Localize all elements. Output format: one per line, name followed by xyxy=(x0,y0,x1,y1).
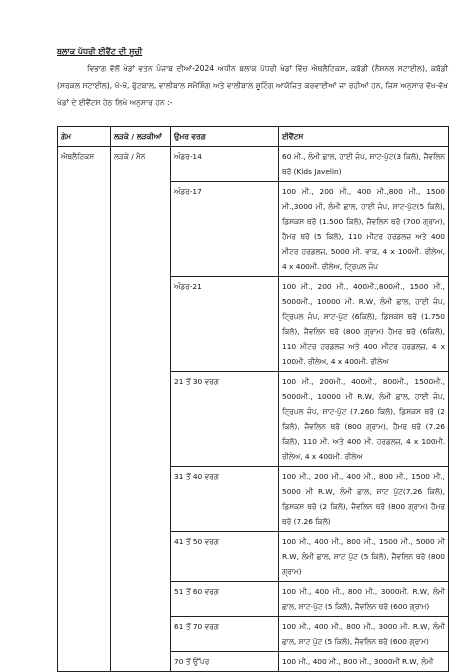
age-cell: 61 ਤੋਂ 70 ਵਰਗ xyxy=(171,617,279,652)
age-cell: ਅੰਡਰ-21 xyxy=(171,277,279,372)
events-cell: 100 ਮੀ., 400 ਮੀ., 800 ਮੀ., 3000 ਮੀ. R.W, ਲੰਮੀ ਛਾਲ, ਸ਼ਾਟ ਪੁੱਟ (5 ਕਿਲੋ), ਜੈਵਲਿਨ ਥਰੋ (600 ਗ੍ਰਾਮ) xyxy=(279,617,449,652)
document-heading: ਬਲਾਕ ਪੱਧਰੀ ਈਵੈਂਟ ਦੀ ਸੂਚੀ xyxy=(57,47,143,56)
age-cell: ਅੰਡਰ-14 xyxy=(171,147,279,182)
age-cell: ਅੰਡਰ-17 xyxy=(171,182,279,277)
events-cell: 100 ਮੀ., 400 ਮੀ., 800 ਮੀ., 3000ਮੀ. R.W, ਲੰਮੀ ਛਾਲ, ਸ਼ਾਟ-ਪੁੱਟ (5 ਕਿਲੋ), ਜੈਵਲਿਨ ਥਰੋ (600 ਗ੍ਰਾਮ) xyxy=(279,582,449,617)
events-cell: 100 ਮੀ., 400 ਮੀ., 800 ਮੀ., 3000ਮੀ R.W, ਲੰਮੀ xyxy=(279,652,449,672)
events-cell: 60 ਮੀ., ਲੰਮੀ ਛਾਲ, ਹਾਈ ਜੰਪ, ਸ਼ਾਟ-ਪੁੱਟ(3 ਕਿਲੋ), ਜੈਵਲਿਨ ਥਰੋ (Kids Javelin) xyxy=(279,147,449,182)
events-cell: 100 ਮੀ., 400 ਮੀ., 800 ਮੀ., 1500 ਮੀ., 5000 ਮੀ R.W, ਲੰਮੀ ਛਾਲ, ਸ਼ਾਟ ਪੁੱਟ (5 ਕਿਲੋ), ਜੈਵਲਿਨ ਥਰੋ (800 ਗ੍ਰਾਮ) xyxy=(279,532,449,582)
table-header-row xyxy=(58,127,449,147)
table-row xyxy=(58,147,449,182)
events-table xyxy=(57,126,449,672)
header-game: ਗੇਮ xyxy=(58,127,111,147)
age-cell: 70 ਤੋਂ ਉੱਪਰ xyxy=(171,652,279,672)
age-cell: 51 ਤੋਂ 60 ਵਰਗ xyxy=(171,582,279,617)
age-cell: 21 ਤੋਂ 30 ਵਰਗ xyxy=(171,372,279,467)
gender-cell: ਲੜਕੇ / ਮੈਨ xyxy=(111,147,171,672)
events-cell: 100 ਮੀ., 200 ਮੀ., 400 ਮੀ., 800 ਮੀ., 1500 ਮੀ., 5000 ਮੀ R.W, ਲੰਮੀ ਛਾਲ, ਸ਼ਾਟ ਪੁੱਟ(7.26 ਕਿਲੋ), ਡਿਸਕਸ ਥਰੋ (2 ਕਿਲੋ), ਜੈਵਲਿਨ ਥਰੋ (800 ਗ੍ਰਾਮ) ਹੈਮਰ ਥਰੋ (7.26 ਕਿਲੋ) xyxy=(279,467,449,532)
events-cell: 100 ਮੀ., 200 ਮੀ., 400 ਮੀ.,800 ਮੀ., 1500 ਮੀ.,3000 ਮੀ, ਲੰਮੀ ਛਾਲ, ਹਾਈ ਜੰਪ, ਸ਼ਾਟ-ਪੁੱਟ(5 ਕਿਲੋ), ਡਿਸਕਸ ਥਰੋ (1.500 ਕਿਲੋ), ਜੈਵਲਿਨ ਥਰੋ (700 ਗ੍ਰਾਮ), ਹੈਮਰ ਥਰੋ (5 ਕਿਲੋ), 110 ਮੀਟਰ ਹਰਡਲਜ਼ ਅਤੇ 400 ਮੀਟਰ ਹਰਡਲਜ਼, 5000 ਮੀ. ਵਾਕ, 4 x 100ਮੀ. ਰੀਲੇਅ, 4 x 400ਮੀ. ਰੀਲੇਅ, ਟ੍ਰਿਪਲ ਜੰਪ xyxy=(279,182,449,277)
events-cell: 100 ਮੀ., 200ਮੀ., 400ਮੀ., 800ਮੀ., 1500ਮੀ., 5000ਮੀ., 10000 ਮੀ R.W, ਲੰਮੀ ਛਾਲ, ਹਾਈ ਜੰਪ, ਟ੍ਰਿਪਲ ਜੰਪ, ਸ਼ਾਟ-ਪੁੱਟ (7.260 ਕਿਲੋ), ਡਿਸਕਸ ਥਰੋ (2 ਕਿਲੋ), ਜੈਵਲਿਨ ਥਰੋ (800 ਗ੍ਰਾਮ), ਹੈਮਰ ਥਰੋ (7.26 ਕਿਲੋ), 110 ਮੀ. ਅਤੇ 400 ਮੀ. ਹਰਡਲਜ਼, 4 x 100ਮੀ. ਰੀਲੇਅ, 4 x 400ਮੀ. ਰੀਲੇਅ xyxy=(279,372,449,467)
header-events: ਈਵੈਂਟਸ xyxy=(279,127,449,147)
header-gender: ਲੜਕੇ / ਲੜਕੀਆਂ xyxy=(111,127,171,147)
intro-paragraph xyxy=(57,60,448,111)
age-cell: 31 ਤੋਂ 40 ਵਰਗ xyxy=(171,467,279,532)
events-cell: 100 ਮੀ., 200 ਮੀ., 400ਮੀ.,800ਮੀ., 1500 ਮੀ., 5000ਮੀ., 10000 ਮੀ. R.W, ਲੰਮੀ ਛਾਲ, ਹਾਈ ਜੰਪ, ਟ੍ਰਿਪਲ ਜੰਪ, ਸ਼ਾਟ-ਪੁੱਟ (6ਕਿਲੋ), ਡਿਸਕਸ ਥਰੋ (1.750 ਕਿਲੋ), ਜੈਵਲਿਨ ਥਰੋ (800 ਗ੍ਰਾਮ) ਹੈਮਰ ਥਰੋ (6ਕਿਲੋ), 110 ਮੀਟਰ ਹਰਡਲਜ਼ ਅਤੇ 400 ਮੀਟਰ ਹਰਡਲਜ਼, 4 x 100ਮੀ. ਰੀਲੇਅ, 4 x 400ਮੀ. ਰੀਲੇਅ xyxy=(279,277,449,372)
game-cell: ਐਥਲੈਟਿਕਸ xyxy=(58,147,111,672)
age-cell: 41 ਤੋਂ 50 ਵਰਗ xyxy=(171,532,279,582)
intro-text: ਵਿਭਾਗ ਵੱਲੋਂ ਖੇਡਾਂ ਵਤਨ ਪੰਜਾਬ ਦੀਆਂ-2024 ਅਧੀਨ ਬਲਾਕ ਪੱਧਰੀ ਖੇਡਾਂ ਵਿੱਚ ਐਥਲੈਟਿਕਸ, ਕਬੱਡੀ (ਨੈਸ਼ਨਲ ਸਟਾਈਲ), ਕਬੱਡੀ (ਸਰਕਲ ਸਟਾਈਲ), ਖੋ-ਖੋ, ਫੁੱਟਬਾਲ, ਵਾਲੀਬਾਲ ਸਮੈਸ਼ਿੰਗ ਅਤੇ ਵਾਲੀਬਾਲ ਸ਼ੂਟਿੰਗ ਆਯੋਜਿਤ ਕਰਵਾਈਆਂ ਜਾ ਰਹੀਆਂ ਹਨ, ਜਿਸ ਅਨੁਸਾਰ ਵੱਖ-ਵੱਖ ਖੇਡਾਂ ਦੇ ਈਵੈਂਟਸ ਹੇਠ ਲਿਖੇ ਅਨੁਸਾਰ ਹਨ :- xyxy=(57,64,448,107)
header-age-group: ਉਮਰ ਵਰਗ xyxy=(171,127,279,147)
